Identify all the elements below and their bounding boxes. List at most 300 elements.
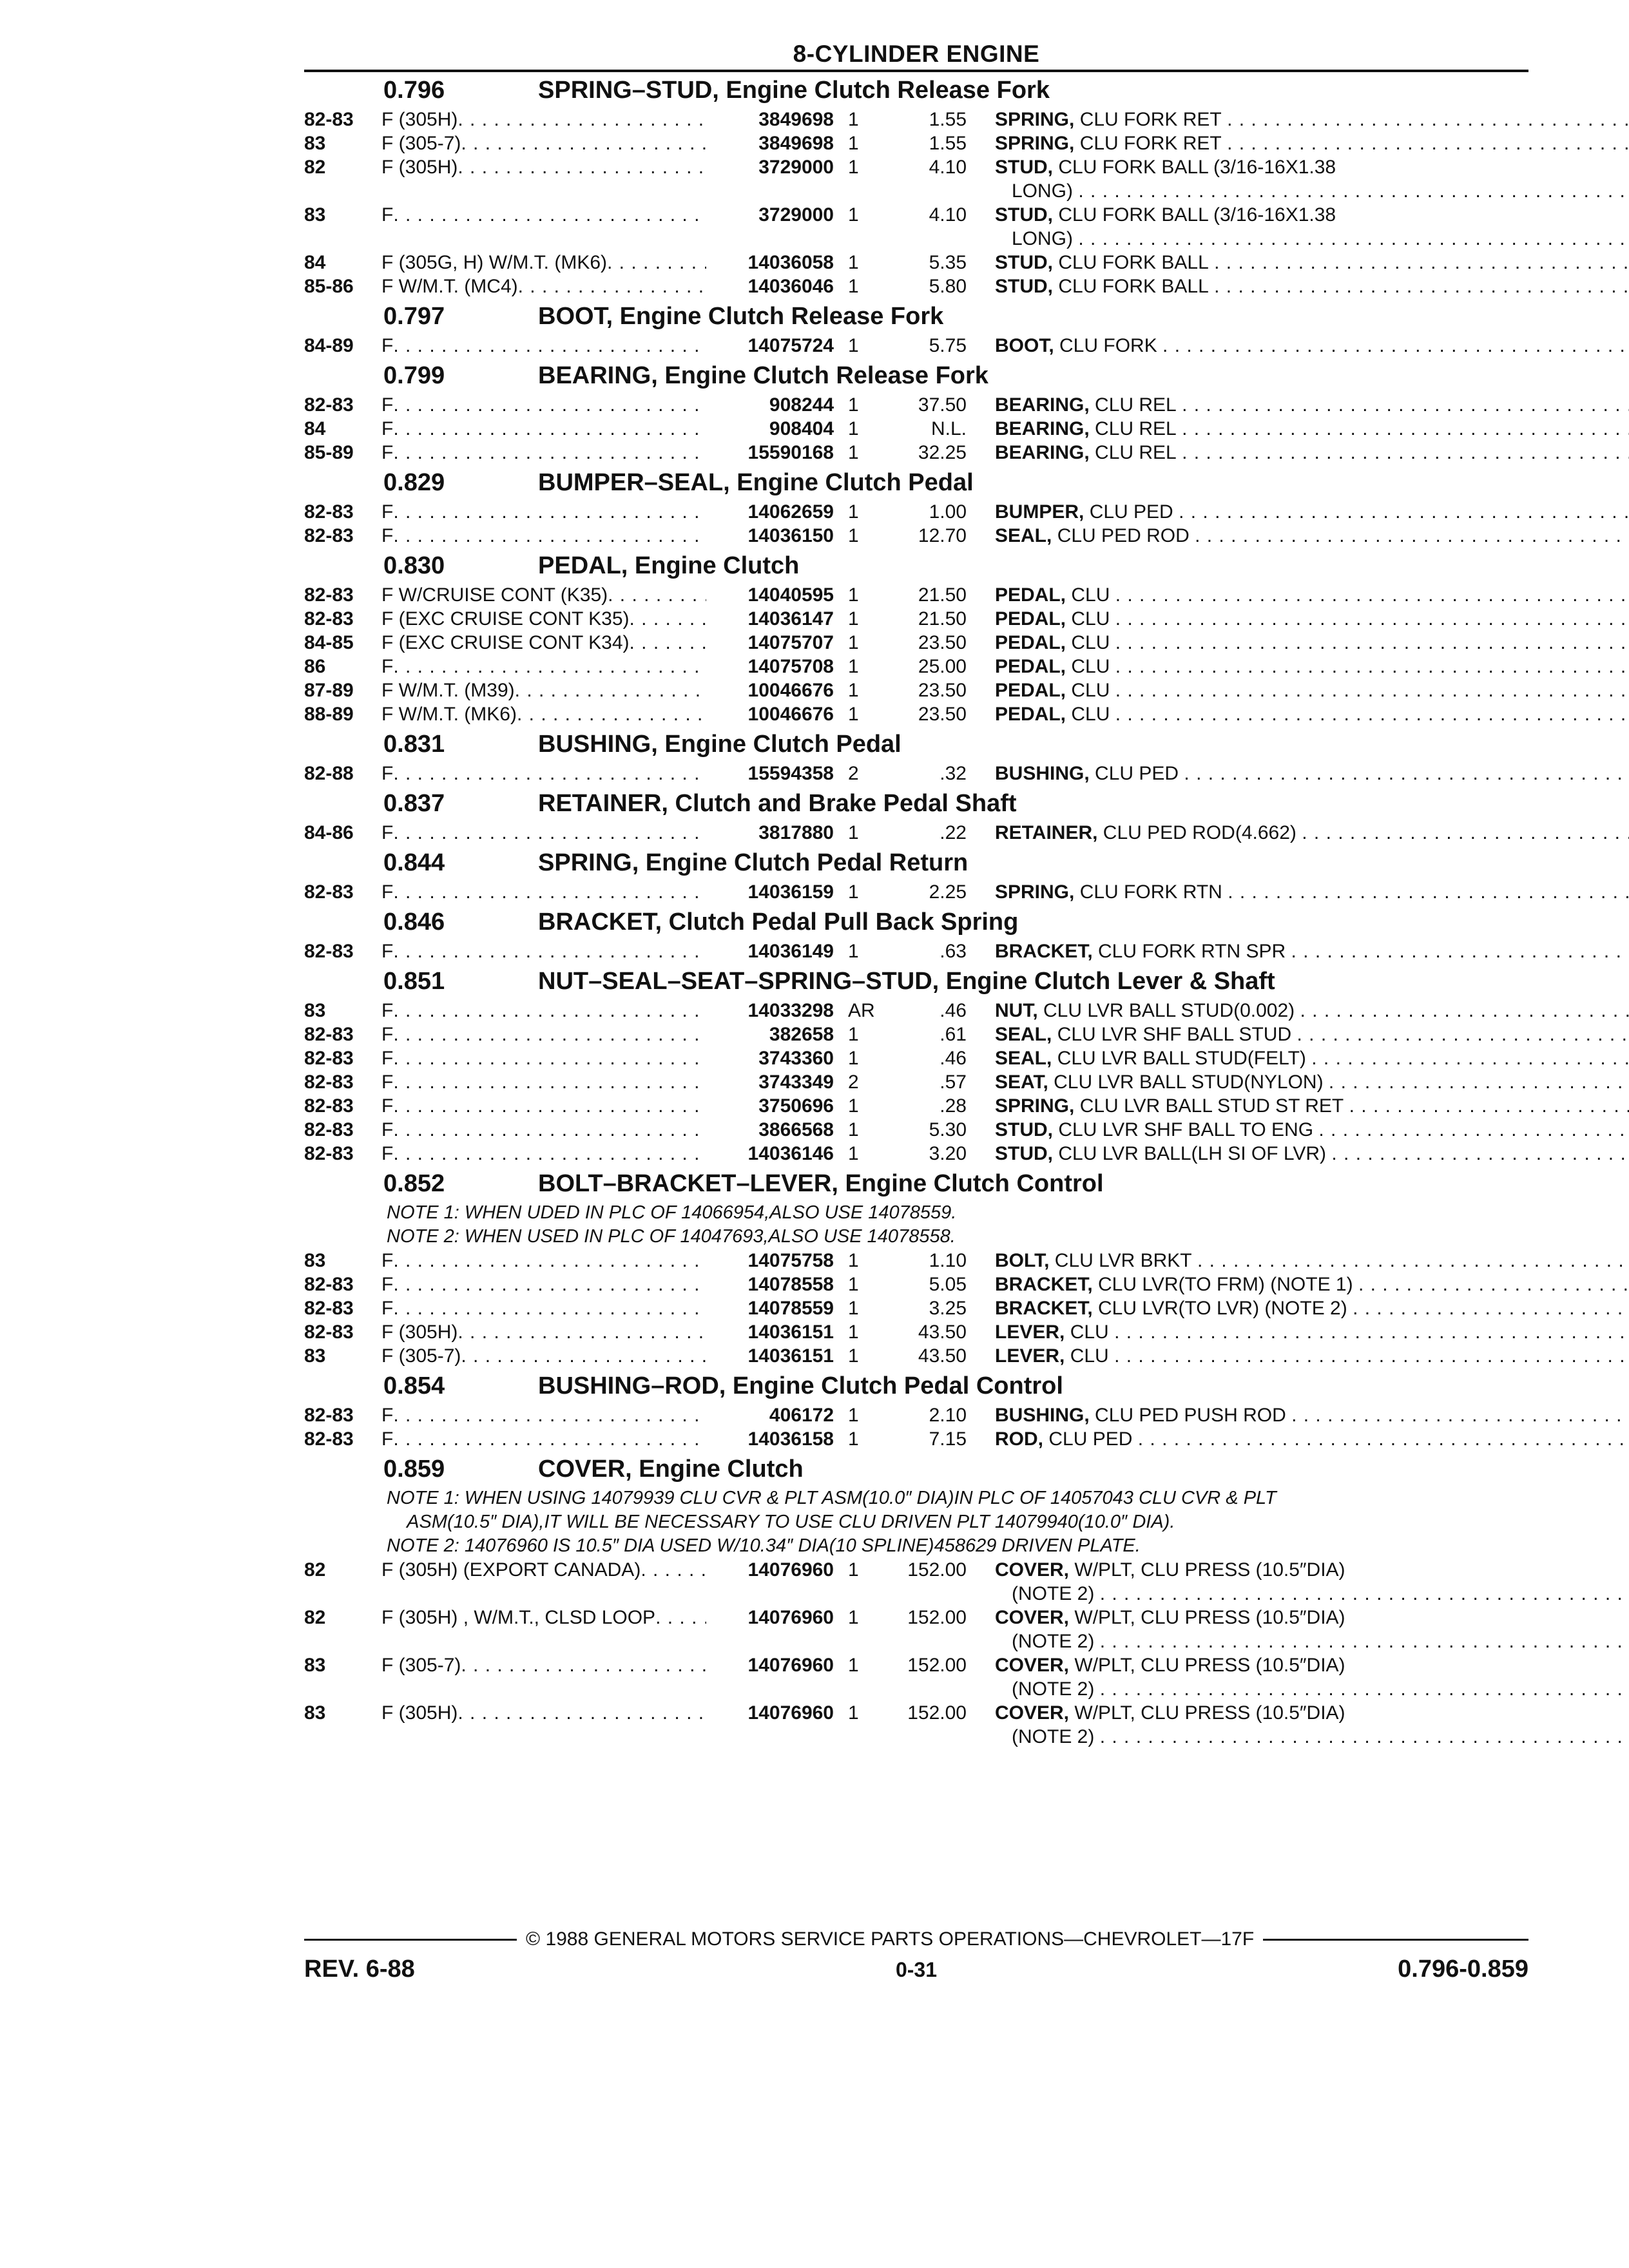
application <box>381 334 706 358</box>
quantity: 1 <box>848 1428 859 1450</box>
part-number: 14036146 <box>747 1143 834 1164</box>
section-number: 0.844 <box>383 849 445 876</box>
application-text: F (305H) (EXPORT CANADA) <box>381 1559 641 1581</box>
description-line <box>995 1606 1629 1629</box>
section-heading <box>304 1166 1528 1201</box>
application <box>381 274 706 298</box>
application-text: F (305-7) <box>381 133 461 154</box>
description-line <box>995 441 1629 465</box>
dot-leader <box>393 334 706 358</box>
application <box>381 203 706 251</box>
section-number: 0.829 <box>383 469 445 496</box>
section-title: RETAINER, Clutch and Brake Pedal Shaft <box>538 790 1017 817</box>
description-keyword: SPRING, <box>995 133 1075 154</box>
description <box>995 1249 1629 1273</box>
description-keyword: BUSHING, <box>995 763 1090 784</box>
description-keyword: RETAINER, <box>995 822 1098 843</box>
price: 43.50 <box>918 1321 967 1343</box>
description-text: CLU <box>1071 656 1110 677</box>
application <box>381 1403 706 1427</box>
model-years: 82-83 <box>304 1428 354 1450</box>
price: 4.10 <box>929 204 967 226</box>
description-line <box>995 251 1629 274</box>
description-keyword: PEDAL, <box>995 680 1066 701</box>
dot-leader <box>393 1142 706 1166</box>
description-line <box>995 274 1629 298</box>
description-line <box>995 500 1629 524</box>
page-number: 0-31 <box>895 1958 938 1981</box>
section-note: ASM(10.5″ DIA),IT WILL BE NECESSARY TO USE CLU DRIVEN PLT 14079940(10.0″ DIA). <box>387 1512 1175 1532</box>
model-years: 85-89 <box>304 442 354 463</box>
dot-leader <box>458 108 706 131</box>
dot-leader <box>1353 1296 1629 1320</box>
description-text: CLU FORK RTN <box>1079 881 1222 903</box>
description-line <box>995 1403 1629 1427</box>
price: 5.80 <box>929 276 967 297</box>
description <box>995 393 1629 417</box>
quantity: 1 <box>848 1119 859 1140</box>
description <box>995 1142 1629 1166</box>
description-keyword: PEDAL, <box>995 704 1066 725</box>
model-years: 83 <box>304 1702 326 1724</box>
price: 43.50 <box>918 1345 967 1367</box>
price: 23.50 <box>918 632 967 653</box>
part-number: 908244 <box>769 394 834 416</box>
model-years: 82-83 <box>304 1321 354 1343</box>
model-years: 82-83 <box>304 608 354 629</box>
section-heading <box>304 963 1528 999</box>
description-text: CLU PED ROD <box>1057 525 1190 546</box>
application <box>381 1427 706 1451</box>
quantity: 1 <box>848 252 859 273</box>
dot-leader <box>1302 821 1629 845</box>
dot-leader <box>1300 999 1629 1023</box>
description-text: CLU LVR BRKT <box>1054 1250 1192 1271</box>
description-line <box>995 524 1629 548</box>
description-text: CLU REL <box>1095 418 1177 439</box>
part-row <box>304 880 1528 904</box>
part-row <box>304 655 1528 678</box>
quantity: 1 <box>848 1095 859 1117</box>
section-title: BUSHING–ROD, Engine Clutch Pedal Control <box>538 1372 1063 1399</box>
quantity: 1 <box>848 680 859 701</box>
description-text: CLU <box>1071 704 1110 725</box>
description <box>995 762 1629 785</box>
section-heading <box>304 358 1528 393</box>
section-0-859 <box>304 1451 1528 1749</box>
price: 37.50 <box>918 394 967 416</box>
dot-leader <box>1227 108 1629 131</box>
description <box>995 1094 1629 1118</box>
price: 152.00 <box>907 1559 967 1581</box>
description <box>995 203 1629 251</box>
dot-leader <box>1100 1629 1629 1653</box>
dot-leader <box>1182 441 1629 465</box>
description-line <box>995 678 1629 702</box>
quantity: 1 <box>848 1274 859 1295</box>
quantity: 1 <box>848 1048 859 1069</box>
part-number: 14076960 <box>747 1655 834 1676</box>
description-line <box>995 1273 1629 1296</box>
application <box>381 821 706 845</box>
application-text: F (305H) , W/M.T., CLSD LOOP <box>381 1607 656 1628</box>
part-row <box>304 500 1528 524</box>
dot-leader <box>1115 631 1629 655</box>
model-years: 82-83 <box>304 1095 354 1117</box>
price: .22 <box>940 822 967 843</box>
part-number: 14075724 <box>747 335 834 356</box>
dot-leader <box>1291 1403 1629 1427</box>
part-number: 3750696 <box>758 1095 834 1117</box>
part-row <box>304 131 1528 155</box>
description-keyword: BEARING, <box>995 418 1090 439</box>
part-number: 14078559 <box>747 1298 834 1319</box>
model-years: 82-83 <box>304 1274 354 1295</box>
application-text: F (305H) <box>381 1321 458 1343</box>
section-0-852 <box>304 1166 1528 1368</box>
section-note: NOTE 1: WHEN UDED IN PLC OF 14066954,ALSO USE 14078559. <box>387 1202 957 1223</box>
part-number: 14078558 <box>747 1274 834 1295</box>
dot-leader <box>1078 227 1629 251</box>
part-row <box>304 1273 1528 1296</box>
dot-leader <box>393 500 706 524</box>
dot-leader <box>1162 334 1629 358</box>
application-text: F <box>381 1095 394 1117</box>
dot-leader <box>1115 678 1629 702</box>
dot-leader <box>518 274 706 298</box>
part-row <box>304 1249 1528 1273</box>
part-number: 3743360 <box>758 1048 834 1069</box>
catalog-page <box>304 40 1528 1749</box>
part-row <box>304 1403 1528 1427</box>
quantity: 1 <box>848 525 859 546</box>
price: .32 <box>940 763 967 784</box>
description-keyword: PEDAL, <box>995 632 1066 653</box>
application <box>381 880 706 904</box>
section-number: 0.851 <box>383 968 445 995</box>
dot-leader <box>393 999 706 1023</box>
application-text: F <box>381 1250 394 1271</box>
dot-leader <box>1114 1320 1629 1344</box>
section-heading <box>304 1368 1528 1403</box>
quantity: 1 <box>848 442 859 463</box>
section-heading <box>304 72 1528 108</box>
dot-leader <box>393 880 706 904</box>
quantity: 1 <box>848 335 859 356</box>
description-keyword: BEARING, <box>995 442 1090 463</box>
part-row <box>304 999 1528 1023</box>
quantity: 1 <box>848 704 859 725</box>
part-number: 3849698 <box>758 109 834 130</box>
description-line <box>995 1344 1629 1368</box>
description-line <box>995 417 1629 441</box>
model-years: 82-83 <box>304 1143 354 1164</box>
section-number: 0.854 <box>383 1372 445 1399</box>
part-number: 3729000 <box>758 157 834 178</box>
description-text: CLU FORK BALL <box>1058 276 1209 297</box>
revision-label: REV. 6-88 <box>304 1956 415 1983</box>
dot-leader <box>461 1653 706 1701</box>
application <box>381 417 706 441</box>
dot-leader <box>393 524 706 548</box>
description-text: CLU PED <box>1095 763 1179 784</box>
price: 5.35 <box>929 252 967 273</box>
quantity: 1 <box>848 881 859 903</box>
section-0-830 <box>304 548 1528 726</box>
part-number: 14036151 <box>747 1345 834 1367</box>
application-text: F (305H) <box>381 1702 458 1724</box>
part-row <box>304 1427 1528 1451</box>
part-row <box>304 762 1528 785</box>
application <box>381 393 706 417</box>
application-text: F <box>381 881 394 903</box>
model-years: 82-83 <box>304 1298 354 1319</box>
part-row <box>304 821 1528 845</box>
application <box>381 762 706 785</box>
quantity: 2 <box>848 1072 859 1093</box>
dot-leader <box>608 583 706 607</box>
application-text: F <box>381 941 394 962</box>
description-line <box>995 655 1629 678</box>
section-number: 0.837 <box>383 790 445 817</box>
quantity: 1 <box>848 822 859 843</box>
part-row <box>304 1606 1528 1653</box>
price: 5.30 <box>929 1119 967 1140</box>
dot-leader <box>1182 417 1629 441</box>
model-years: 85-86 <box>304 276 354 297</box>
page-header-title: 8-CYLINDER ENGINE <box>793 41 1040 67</box>
part-number: 382658 <box>769 1024 834 1045</box>
dot-leader <box>1329 1070 1629 1094</box>
description-continuation: LONG) <box>1012 180 1074 202</box>
model-years: 86 <box>304 656 326 677</box>
dot-leader <box>458 1320 706 1344</box>
model-years: 82-83 <box>304 501 354 523</box>
section-note: NOTE 1: WHEN USING 14079939 CLU CVR & PLT ASM(10.0″ DIA)IN PLC OF 14057043 CLU CVR & PLT <box>387 1488 1277 1508</box>
footer-rule-left <box>304 1939 517 1941</box>
description-keyword: BUMPER, <box>995 501 1084 523</box>
description <box>995 1427 1629 1451</box>
footer-rule-right <box>1263 1939 1528 1941</box>
description-text: W/PLT, CLU PRESS (10.5″DIA) <box>1074 1607 1345 1628</box>
description-text: CLU FORK RTN SPR <box>1098 941 1286 962</box>
price: .46 <box>940 1000 967 1021</box>
application-text: F <box>381 1048 394 1069</box>
dot-leader <box>1078 179 1629 203</box>
part-row <box>304 1094 1528 1118</box>
model-years: 83 <box>304 1655 326 1676</box>
application-text: F <box>381 418 394 439</box>
application-text: F W/M.T. (MK6) <box>381 704 517 725</box>
description-text: CLU FORK RET <box>1079 133 1222 154</box>
part-row <box>304 1558 1528 1606</box>
dot-leader <box>393 1118 706 1142</box>
part-row <box>304 583 1528 607</box>
description-text: CLU FORK BALL (3/16-16X1.38 <box>1058 204 1336 226</box>
description-text: CLU LVR SHF BALL STUD <box>1057 1024 1292 1045</box>
quantity: 2 <box>848 763 859 784</box>
dot-leader <box>393 393 706 417</box>
quantity: AR <box>848 1000 875 1021</box>
model-years: 82 <box>304 1559 326 1581</box>
part-number: 3817880 <box>758 822 834 843</box>
price: 25.00 <box>918 656 967 677</box>
description-line <box>995 1142 1629 1166</box>
quantity: 1 <box>848 1298 859 1319</box>
description-text: CLU <box>1071 584 1110 606</box>
dot-leader <box>393 417 706 441</box>
quantity: 1 <box>848 133 859 154</box>
application <box>381 1046 706 1070</box>
part-row <box>304 1070 1528 1094</box>
description-continuation: (NOTE 2) <box>1012 1678 1095 1700</box>
dot-leader <box>1179 500 1629 524</box>
application-text: F <box>381 1024 394 1045</box>
part-number: 10046676 <box>747 704 834 725</box>
part-row <box>304 251 1528 274</box>
description-line <box>995 999 1629 1023</box>
description <box>995 607 1629 631</box>
description-text: CLU FORK RET <box>1079 109 1222 130</box>
description-line <box>995 762 1629 785</box>
section-0-851 <box>304 963 1528 1166</box>
description-keyword: SEAL, <box>995 525 1052 546</box>
price: 23.50 <box>918 704 967 725</box>
dot-leader <box>1114 1344 1629 1368</box>
section-number: 0.796 <box>383 77 445 104</box>
description <box>995 524 1629 548</box>
description-line <box>995 1249 1629 1273</box>
part-row <box>304 1344 1528 1368</box>
description-keyword: STUD, <box>995 276 1053 297</box>
price: N.L. <box>930 418 967 439</box>
model-years: 82-83 <box>304 109 354 130</box>
quantity: 1 <box>848 941 859 962</box>
description-continuation-line <box>995 1582 1629 1606</box>
application <box>381 678 706 702</box>
description <box>995 999 1629 1023</box>
dot-leader <box>393 1070 706 1094</box>
description-line <box>995 1427 1629 1451</box>
description-keyword: BRACKET, <box>995 941 1093 962</box>
quantity: 1 <box>848 1024 859 1045</box>
part-row <box>304 1046 1528 1070</box>
description-line <box>995 702 1629 726</box>
quantity: 1 <box>848 1607 859 1628</box>
application-text: F W/CRUISE CONT (K35) <box>381 584 608 606</box>
description <box>995 583 1629 607</box>
description-text: CLU REL <box>1095 394 1177 416</box>
dot-leader <box>1349 1094 1629 1118</box>
description-continuation-line <box>995 1725 1629 1749</box>
quantity: 1 <box>848 394 859 416</box>
price: 5.05 <box>929 1274 967 1295</box>
part-number: 14076960 <box>747 1702 834 1724</box>
description-text: CLU <box>1071 608 1110 629</box>
model-years: 83 <box>304 204 326 226</box>
application-text: F <box>381 763 394 784</box>
part-row <box>304 1118 1528 1142</box>
dot-leader <box>393 1046 706 1070</box>
model-years: 82-83 <box>304 1024 354 1045</box>
description-text: CLU <box>1071 632 1110 653</box>
quantity: 1 <box>848 204 859 226</box>
description-keyword: COVER, <box>995 1655 1070 1676</box>
application <box>381 108 706 131</box>
dot-leader <box>1115 655 1629 678</box>
description-text: CLU REL <box>1095 442 1177 463</box>
description-keyword: NUT, <box>995 1000 1038 1021</box>
dot-leader <box>1100 1725 1629 1749</box>
dot-leader <box>393 1023 706 1046</box>
application-text: F (305H) <box>381 157 458 178</box>
description <box>995 417 1629 441</box>
part-row <box>304 417 1528 441</box>
description-keyword: STUD, <box>995 204 1053 226</box>
part-number: 14075758 <box>747 1250 834 1271</box>
section-title: BUSHING, Engine Clutch Pedal <box>538 731 901 758</box>
price: 1.10 <box>929 1250 967 1271</box>
application-text: F (305H) <box>381 109 458 130</box>
application <box>381 155 706 203</box>
price: 3.20 <box>929 1143 967 1164</box>
quantity: 1 <box>848 1143 859 1164</box>
price: 1.55 <box>929 109 967 130</box>
part-number: 15594358 <box>747 763 834 784</box>
description <box>995 631 1629 655</box>
price: 5.75 <box>929 335 967 356</box>
description-keyword: STUD, <box>995 157 1053 178</box>
part-row <box>304 203 1528 251</box>
model-years: 84-86 <box>304 822 354 843</box>
price: .63 <box>940 941 967 962</box>
application-text: F <box>381 394 394 416</box>
part-row <box>304 1142 1528 1166</box>
model-years: 82 <box>304 1607 326 1628</box>
section-title: BUMPER–SEAL, Engine Clutch Pedal <box>538 469 974 496</box>
model-years: 82-83 <box>304 1048 354 1069</box>
application-text: F <box>381 1298 394 1319</box>
description <box>995 274 1629 298</box>
description-line <box>995 880 1629 904</box>
section-title: SPRING, Engine Clutch Pedal Return <box>538 849 969 876</box>
description <box>995 1701 1629 1749</box>
description <box>995 678 1629 702</box>
section-number: 0.797 <box>383 303 445 330</box>
part-row <box>304 441 1528 465</box>
part-number: 14040595 <box>747 584 834 606</box>
model-years: 88-89 <box>304 704 354 725</box>
part-number: 908404 <box>769 418 834 439</box>
application <box>381 607 706 631</box>
dot-leader <box>1214 274 1629 298</box>
part-number: 3866568 <box>758 1119 834 1140</box>
footer-bottom <box>304 1956 1528 1984</box>
section-number: 0.799 <box>383 362 445 389</box>
description-text: CLU LVR BALL STUD(0.002) <box>1043 1000 1295 1021</box>
dot-leader <box>393 1249 706 1273</box>
application-text: F <box>381 1143 394 1164</box>
dot-leader <box>1311 1046 1629 1070</box>
application <box>381 524 706 548</box>
part-number: 10046676 <box>747 680 834 701</box>
application-text: F <box>381 1274 394 1295</box>
part-number: 3743349 <box>758 1072 834 1093</box>
quantity: 1 <box>848 1250 859 1271</box>
description-continuation: (NOTE 2) <box>1012 1631 1095 1652</box>
description-keyword: PEDAL, <box>995 608 1066 629</box>
description-keyword: LEVER, <box>995 1345 1065 1367</box>
